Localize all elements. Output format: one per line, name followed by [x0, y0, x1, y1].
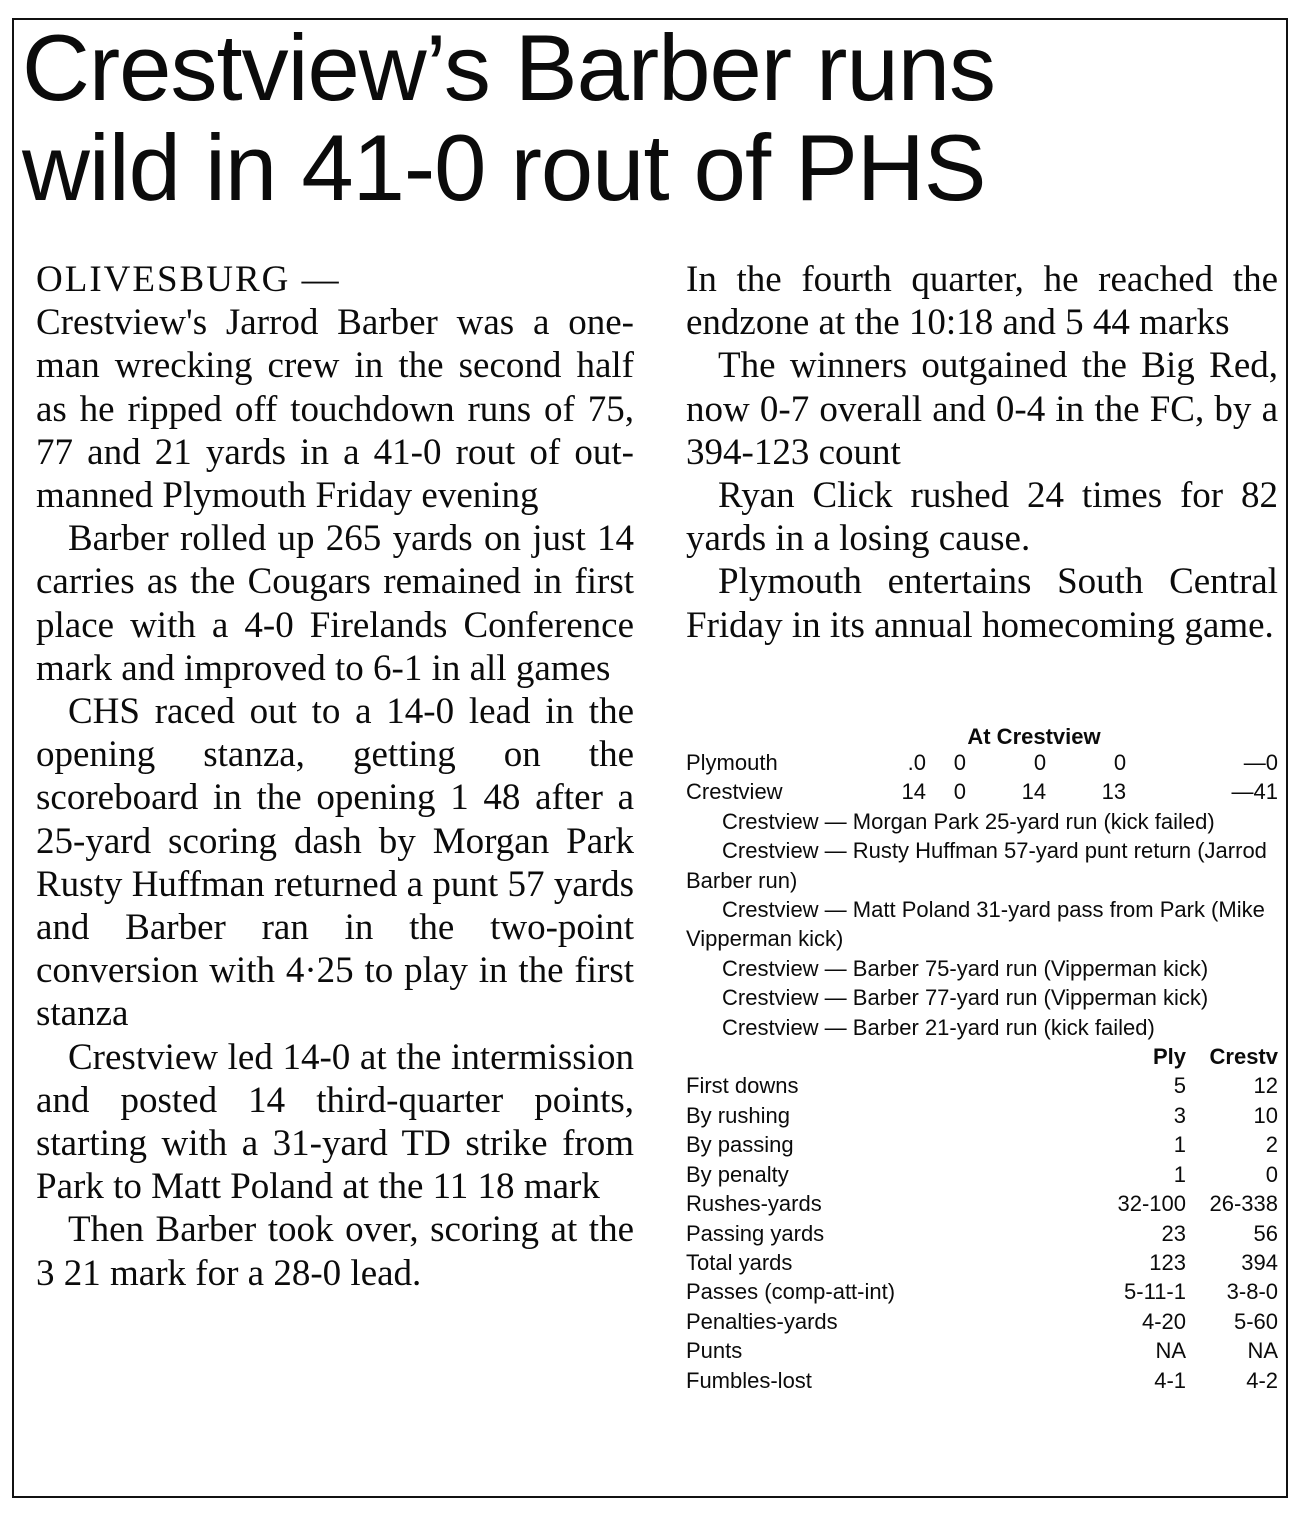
stat-value-crestv: 5-60 — [1233, 1308, 1278, 1334]
scoring-summary — [686, 807, 1282, 1042]
quarter-score: 14 — [901, 779, 927, 805]
table-row — [686, 1130, 1278, 1159]
stat-value-ply: 4-1 — [1154, 1367, 1186, 1393]
stat-value-crestv: 56 — [1253, 1220, 1278, 1246]
table-row — [686, 1336, 1278, 1365]
team-name: Crestview — [686, 779, 783, 805]
stat-value-ply: 1 — [1173, 1132, 1186, 1158]
table-row — [686, 1277, 1278, 1306]
scoring-play: Crestview — Morgan Park 25-yard run (kick failed) — [722, 808, 1215, 834]
scoring-play: Crestview — Matt Poland 31-yard pass from Park (Mike Vipperman kick) — [686, 897, 1265, 952]
stat-value-ply: 5-11-1 — [1124, 1279, 1186, 1305]
box-score — [686, 726, 1282, 1395]
article-column-1 — [36, 258, 634, 1295]
paragraph: CHS raced out to a 14-0 lead in the opening stanza, getting on the scoreboard in the opening 1 48 after a 25-yard scoring dash by Morgan Park Rusty Huffman returned a punt 57 yards and Barber ran in the two-point conversion with 4·25 to play in the first stanza — [36, 691, 634, 1035]
stat-value-ply: 5 — [1173, 1073, 1186, 1099]
column-header-crestv: Crestv — [1209, 1044, 1278, 1070]
table-row — [686, 1307, 1278, 1336]
stat-label: Fumbles-lost — [686, 1367, 812, 1393]
stat-value-crestv: 4-2 — [1246, 1367, 1278, 1393]
column-header-ply: Ply — [1152, 1044, 1186, 1070]
table-row — [686, 1071, 1278, 1100]
quarter-score: 13 — [1101, 779, 1127, 805]
stat-label: Punts — [686, 1338, 743, 1364]
scoring-play: Crestview — Barber 77-yard run (Vipperman kick) — [722, 985, 1209, 1011]
stat-value-crestv: 2 — [1265, 1132, 1278, 1158]
stat-value-ply: 23 — [1161, 1220, 1186, 1246]
paragraph: Crestview led 14-0 at the intermission and posted 14 third-quarter points, starting with a 31-yard TD strike from Park to Matt Poland at the 11 18 mark — [36, 1036, 634, 1208]
article-column-2 — [686, 258, 1278, 647]
paragraph: The winners outgained the Big Red, now 0-7 overall and 0-4 in the FC, by a 394-123 count — [686, 345, 1278, 473]
stat-label: By rushing — [686, 1102, 790, 1128]
stat-value-ply: 123 — [1149, 1249, 1186, 1275]
scoring-play: Crestview — Rusty Huffman 57-yard punt return (Jarrod Barber run) — [686, 838, 1267, 893]
paragraph: Plymouth entertains South Central Friday in its annual homecoming game. — [686, 561, 1278, 646]
headline-line-2: wild in 41-0 rout of PHS — [22, 115, 986, 220]
stat-value-ply: NA — [1155, 1338, 1186, 1364]
final-score: —41 — [1231, 779, 1278, 805]
stat-label: By passing — [686, 1132, 794, 1158]
box-score-title: At Crestview — [967, 724, 1101, 749]
stat-value-ply: 32-100 — [1117, 1191, 1186, 1217]
stat-value-ply: 1 — [1173, 1161, 1186, 1187]
table-row — [686, 1101, 1278, 1130]
stat-value-crestv: 10 — [1253, 1102, 1278, 1128]
team-stats-table — [686, 1042, 1278, 1395]
stat-value-crestv: NA — [1247, 1338, 1278, 1364]
scoring-play: Crestview — Barber 21-yard run (kick failed) — [722, 1014, 1155, 1040]
quarter-score: 0 — [953, 779, 967, 805]
team-name: Plymouth — [686, 750, 778, 775]
headline — [22, 15, 1282, 220]
table-header-row — [686, 1042, 1278, 1071]
paragraph: Crestview's Jarrod Barber was a one-man wrecking crew in the second half as he ripped off touchdown runs of 75, 77 and 21 yards in a 41-0 rout of out-manned Plymouth Friday evening — [36, 302, 634, 517]
scoring-play: Crestview — Barber 75-yard run (Vipperman kick) — [722, 955, 1209, 981]
stat-label: By penalty — [686, 1161, 789, 1187]
stat-value-crestv: 3-8-0 — [1226, 1279, 1278, 1305]
table-row — [686, 1160, 1278, 1189]
quarter-score: 0 — [953, 750, 967, 775]
stat-label — [686, 1042, 1076, 1071]
paragraph: Ryan Click rushed 24 times for 82 yards in a losing cause. — [686, 475, 1278, 560]
stat-value-crestv: 26-338 — [1209, 1191, 1278, 1217]
table-row — [686, 1219, 1278, 1248]
stat-label: Rushes-yards — [686, 1191, 822, 1217]
quarter-score: 0 — [1113, 750, 1127, 775]
final-score: —0 — [1243, 750, 1278, 775]
quarter-score: 0 — [1033, 750, 1047, 775]
stat-value-ply: 3 — [1173, 1102, 1186, 1128]
stat-label: Passes (comp-att-int) — [686, 1279, 896, 1305]
stat-value-crestv: 394 — [1241, 1249, 1278, 1275]
stat-value-crestv: 0 — [1265, 1161, 1278, 1187]
table-row — [686, 1248, 1278, 1277]
stat-label: Penalties-yards — [686, 1308, 838, 1334]
stat-label: First downs — [686, 1073, 799, 1099]
stat-value-ply: 4-20 — [1141, 1308, 1186, 1334]
quarter-scores-table — [686, 748, 1278, 807]
stat-value-crestv: 12 — [1253, 1073, 1278, 1099]
paragraph: In the fourth quarter, he reached the endzone at the 10:18 and 5 44 marks — [686, 259, 1278, 344]
quarter-score: .0 — [907, 750, 927, 775]
paragraph: Barber rolled up 265 yards on just 14 carries as the Cougars remained in first place with a 4-0 Firelands Conference mark and improved to 6-1 in all games — [36, 518, 634, 689]
paragraph: Then Barber took over, scoring at the 3 21 mark for a 28-0 lead. — [36, 1209, 634, 1294]
table-row — [686, 748, 1278, 777]
headline-line-1: Crestview’s Barber runs — [22, 15, 996, 120]
table-row — [686, 777, 1278, 806]
stat-label: Total yards — [686, 1249, 793, 1275]
quarter-score: 14 — [1021, 779, 1047, 805]
dateline: OLIVESBURG — — [36, 259, 341, 300]
stat-label: Passing yards — [686, 1220, 825, 1246]
table-row — [686, 1189, 1278, 1218]
table-row — [686, 1366, 1278, 1395]
